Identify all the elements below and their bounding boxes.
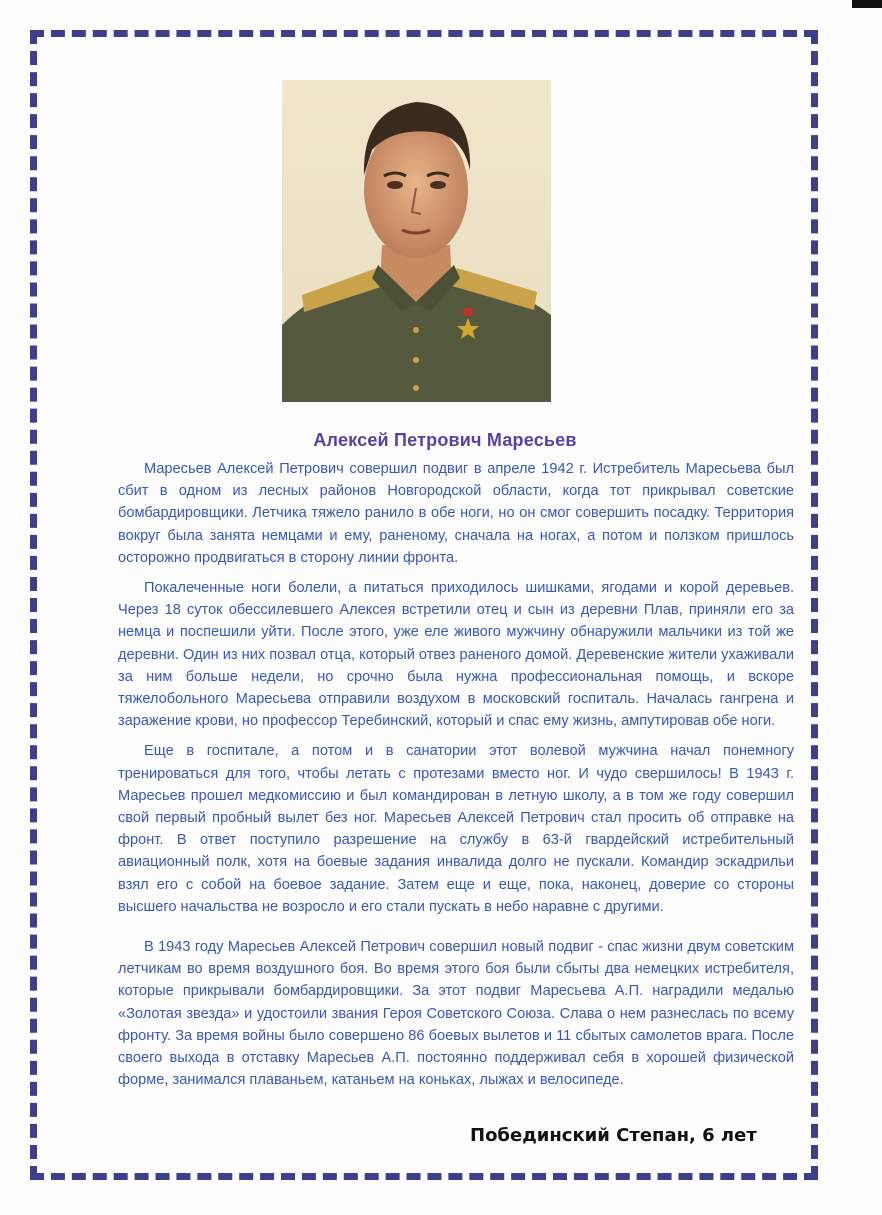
article-body: [118, 458, 794, 1099]
paragraph: Еще в госпитале, а потом и в санатории этот волевой мужчина начал понемногу тренироваться для того, чтобы летать с протезами вместо ног. И чудо свершилось! В 1943 г. Маресьев прошел медкомиссию и был командирован в летную школу, а в том же году совершил свой первый пробный вылет без ног. Маресьев Алексей Петрович стал просить об отправке на фронт. В ответ поступило разрешение на службу в 63-й гвардейский истребительный авиационный полк, хотя на боевые задания инвалида долго не пускали. Командир эскадрильи взял его с собой на боевое задание. Затем еще и еще, пока, наконец, доверие со стороны высшего начальства не возросло и его стали пускать в небо наравне с другими.: [118, 743, 794, 915]
portrait-drawing: [282, 80, 551, 402]
page-title: Алексей Петрович Маресьев: [313, 430, 577, 450]
scan-edge-mark: [852, 0, 882, 8]
paragraph: Маресьев Алексей Петрович совершил подвиг в апреле 1942 г. Истребитель Маресьева был сбит в одном из лесных районов Новгородской области, когда тот прикрывал советские бомбардировщики. Летчика тяжело ранило в обе ноги, но он смог совершить посадку. Территория вокруг была занята немцами и ему, раненому, сначала на ногах, а потом и ползком пришлось осторожно продвигаться в сторону линии фронта.: [118, 461, 794, 566]
author-signature: Побединский Степан, 6 лет: [470, 1125, 757, 1146]
paragraph: В 1943 году Маресьев Алексей Петрович совершил новый подвиг - спас жизни двум советским летчикам во время воздушного боя. Во время этого боя были сбыты два немецких истребителя, которые прикрывали бомбардировщики. За этот подвиг Маресьева А.П. наградили медалью «Золотая звезда» и удостоили звания Героя Советского Союза. Слава о нем разнеслась по всему фронту. За время войны было совершено 86 боевых вылетов и 11 сбытых самолетов врага. После своего выхода в отставку Маресьев А.П. постоянно поддерживал себя в хорошей физической форме, занимался плаваньем, катаньем на коньках, лыжах и велосипеде.: [118, 939, 794, 1089]
portrait-image: [282, 80, 551, 402]
paragraph: Покалеченные ноги болели, а питаться приходилось шишками, ягодами и корой деревьев. Через 18 суток обессилевшего Алексея встретили отец и сын из деревни Плав, приняли его за немца и поспешили уйти. После этого, уже еле живого мужчину обнаружили мальчики из той же деревни. Один из них позвал отца, который отвез раненого домой. Деревенские жители ухаживали за ним больше недели, но срочно была нужна профессиональная помощь, и вскоре тяжелобольного Маресьева отправили воздухом в московский госпиталь. Началась гангрена и заражение крови, но профессор Теребинский, который и спас ему жизнь, ампутировав обе ноги.: [118, 580, 794, 730]
